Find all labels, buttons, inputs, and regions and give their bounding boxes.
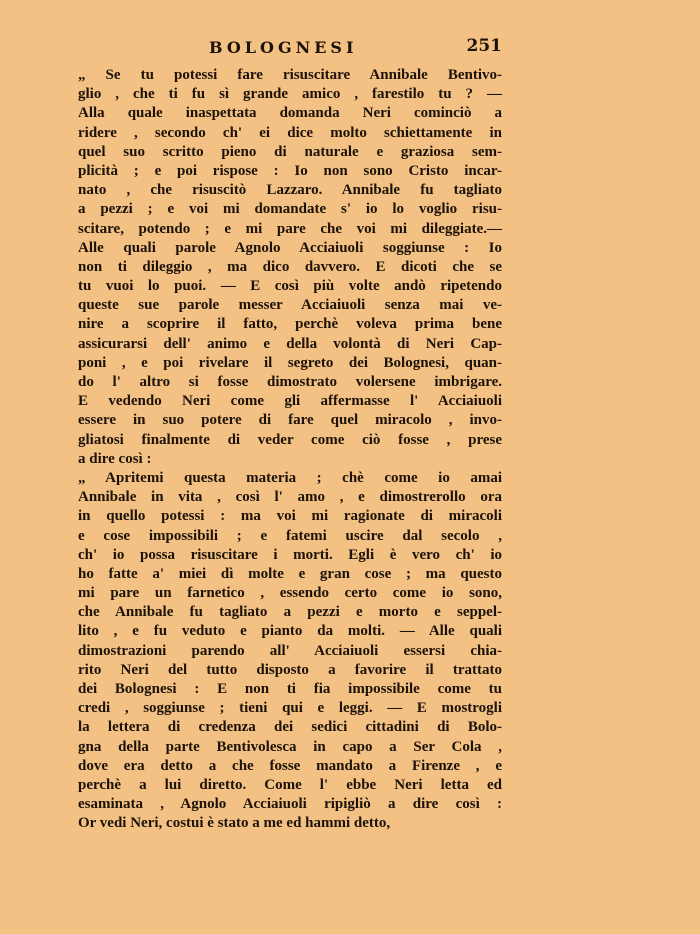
text-line: ridere , secondo ch' ei dice molto schiettamente in <box>78 124 502 141</box>
text-line: glio , che ti fu sì grande amico , farestilo tu ? — <box>78 86 502 103</box>
text-line: in quello potessi : ma voi mi ragionate di miracoli <box>78 508 502 525</box>
text-line: Alle quali parole Agnolo Acciaiuoli soggiunse : Io <box>78 239 502 256</box>
text-line: dove era detto a che fosse mandato a Firenze , e <box>78 757 502 774</box>
body-text <box>78 66 502 834</box>
text-line: plicità ; e poi rispose : Io non sono Cristo incar- <box>78 162 502 179</box>
text-line: Alla quale inaspettata domanda Neri cominciò a <box>78 105 502 122</box>
text-line: quel suo scritto pieno di naturale e graziosa sem- <box>78 143 502 160</box>
text-line: e cose impossibili ; e fatemi uscire dal secolo , <box>78 527 502 544</box>
text-line: che Annibale fu tagliato a pezzi e morto e seppel- <box>78 604 502 621</box>
text-line: lito , e fu veduto e pianto da molti. — Alle quali <box>78 623 502 640</box>
text-line: nato , che risuscitò Lazzaro. Annibale fu tagliato <box>78 182 502 199</box>
text-line: a dire così : <box>78 450 152 467</box>
page-number: 251 <box>466 36 502 56</box>
text-line: tu vuoi lo puoi. — E così più volte andò ripetendo <box>78 278 502 295</box>
book-page <box>78 36 502 834</box>
text-line: la lettera di credenza dei sedici cittadini di Bolo- <box>78 719 502 736</box>
text-line: E vedendo Neri come gli affermasse l' Acciaiuoli <box>78 393 502 410</box>
text-line: gna della parte Bentivolesca in capo a Ser Cola , <box>78 738 502 755</box>
text-line: „ Se tu potessi fare risuscitare Annibale Bentivo- <box>78 67 502 83</box>
text-line: scitare, potendo ; e mi pare che voi mi dileggiate.— <box>78 220 502 237</box>
text-line: mi pare un farnetico , essendo certo come io sono, <box>78 585 502 602</box>
text-line: credi , soggiunse ; tieni qui e leggi. — E mostrogli <box>78 700 502 717</box>
text-line: dimostrazioni parendo all' Acciaiuoli essersi chia- <box>78 642 502 659</box>
text-line: dei Bolognesi : E non ti fia impossibile come tu <box>78 681 502 697</box>
text-line: a pezzi ; e voi mi domandate s' io lo voglio risu- <box>78 201 502 218</box>
text-line: essere in suo potere di fare quel miracolo , invo- <box>78 412 502 429</box>
text-line: poni , e poi rivelare il segreto dei Bolognesi, quan- <box>78 354 502 371</box>
running-head <box>78 36 502 62</box>
text-line: gliatosi finalmente di veder come ciò fosse , prese <box>78 431 502 448</box>
text-line: nire a scoprire il fatto, perchè voleva prima bene <box>78 316 502 333</box>
text-line: rito Neri del tutto disposto a favorire il trattato <box>78 661 502 678</box>
text-line: esaminata , Agnolo Acciaiuoli ripigliò a dire così : <box>78 796 502 813</box>
running-title: BOLOGNESI <box>209 38 358 57</box>
text-line: do l' altro si fosse dimostrato volersene imbrigare. <box>78 374 502 390</box>
text-line: non ti dileggio , ma dico davvero. E dicoti che se <box>78 258 502 275</box>
text-line: „ Apritemi questa materia ; chè come io amai <box>78 469 502 486</box>
text-line: assicurarsi dell' animo e della volontà di Neri Cap- <box>78 335 502 352</box>
text-line: Or vedi Neri, costui è stato a me ed hammi detto, <box>78 815 391 832</box>
text-line: ch' io possa risuscitare i morti. Egli è vero ch' io <box>78 546 502 563</box>
text-line: perchè a lui diretto. Come l' ebbe Neri letta ed <box>78 776 502 793</box>
text-line: Annibale in vita , così l' amo , e dimostrerollo ora <box>78 489 502 506</box>
text-line: ho fatte a' miei dì molte e gran cose ; ma questo <box>78 565 502 582</box>
text-line: queste sue parole messer Acciaiuoli senza mai ve- <box>78 297 502 314</box>
